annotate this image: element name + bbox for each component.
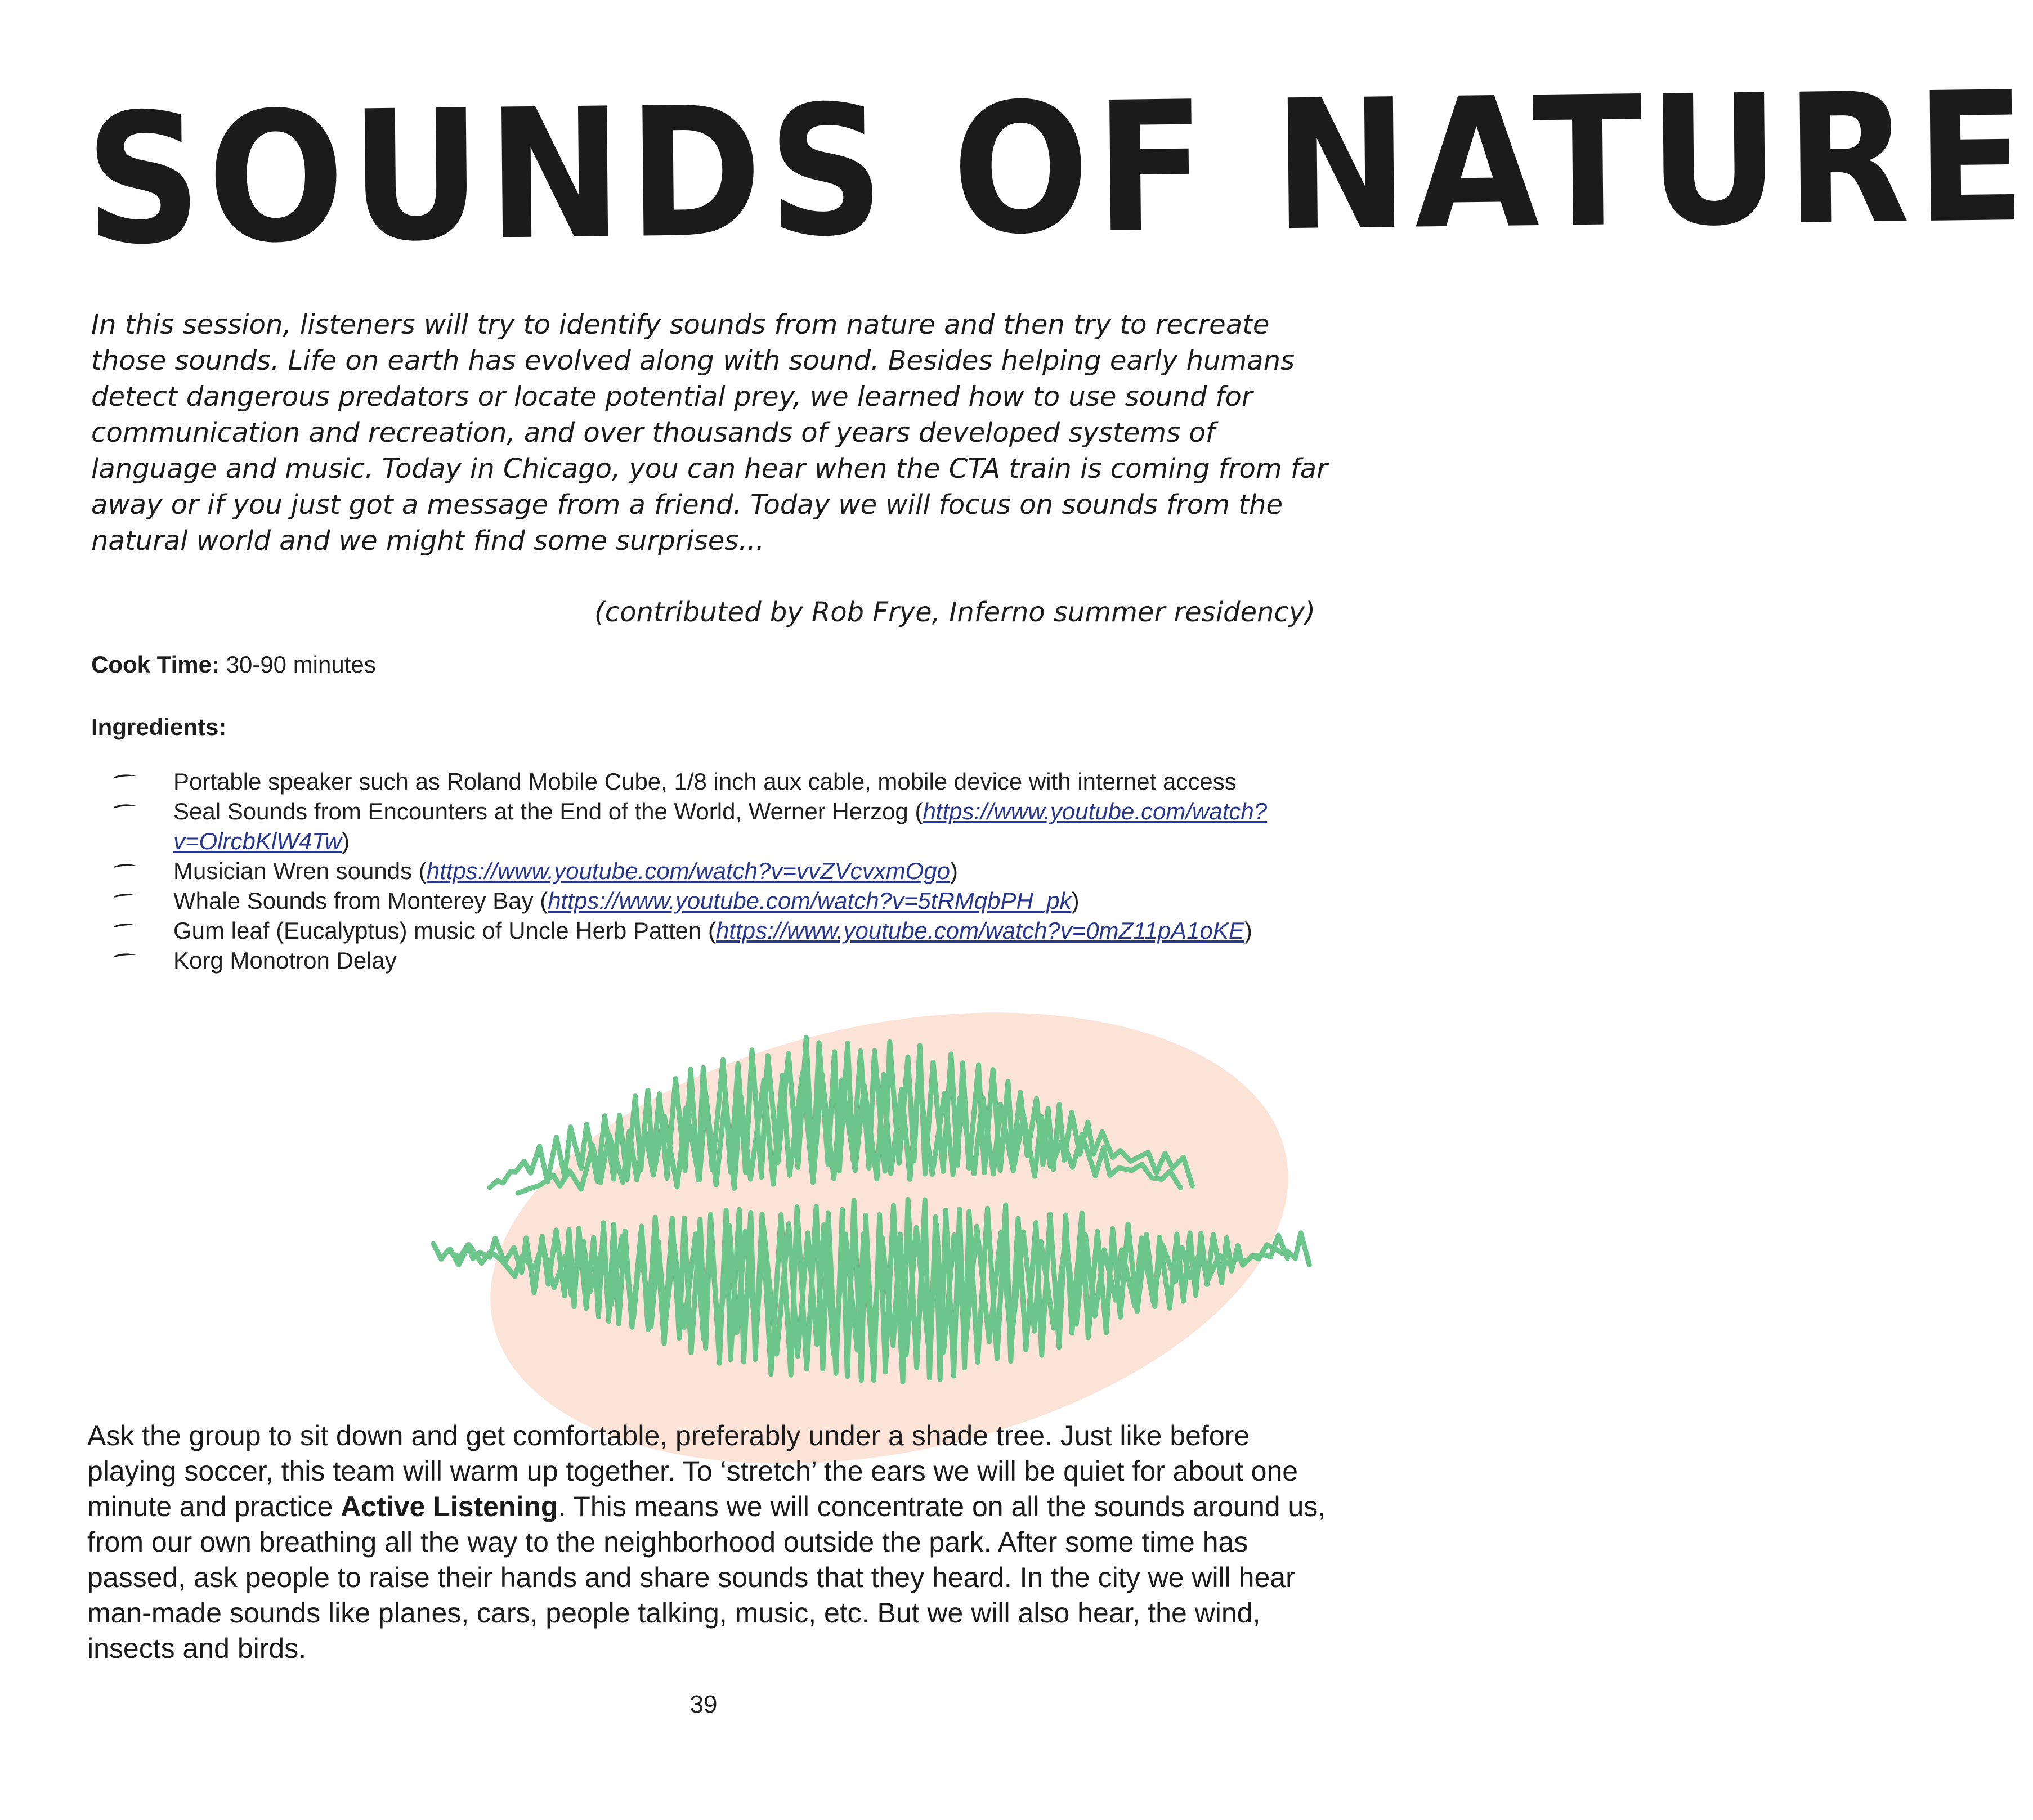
credit-line: (contributed by Rob Frye, Inferno summer residency) [594,597,1315,628]
cook-time-label: Cook Time: [91,651,220,678]
intro-paragraph: In this session, listeners will try to identify sounds from nature and then try to recreate those sounds. Life on earth has evolved along with sound. Besides helping early humans detect dangerous predators or locate potential prey, we learned how to use sound for communication and recreation, and over thousands of years developed systems of language and music. Today in Chicago, you can hear when the CTA train is coming from far away or if you just got a message from a friend. Today we will focus on sounds from the natural world and we might find some surprises... [91,309,1328,557]
cook-time-value: 30-90 minutes [226,651,376,678]
dash-bullet-icon [113,862,137,869]
dash-bullet-icon [113,891,137,899]
ingredient-item: Whale Sounds from Monterey Bay (https://www.youtube.com/watch?v=5tRMqbPH_pk) [0,886,1271,916]
ingredient-item: Gum leaf (Eucalyptus) music of Uncle Herb Patten (https://www.youtube.com/watch?v=0mZ11pA1oKE) [0,916,1271,945]
ingredient-text: Whale Sounds from Monterey Bay [173,887,534,914]
page-title: SOUNDS OF NATURE [84,53,2033,284]
body-paragraph [87,1418,1342,1666]
ingredient-item [0,945,1271,975]
ingredients-heading: Ingredients: [91,714,227,740]
ingredient-text: Portable speaker such as Roland Mobile Cube, 1/8 inch aux cable, mobile device with internet access [173,768,1237,795]
ingredient-item: Musician Wren sounds (https://www.youtube.com/watch?v=vvZVcvxmOgo) [0,856,1271,886]
leaf-scribble-illustration [428,1007,1317,1435]
cook-time [91,649,376,680]
ingredient-text: Seal Sounds from Encounters at the End of the World, Werner Herzog [173,798,908,824]
page-number: 39 [689,1691,718,1718]
dash-bullet-icon [113,802,137,810]
dash-bullet-icon [113,921,137,929]
body-text-part2: . This means we will concentrate on all the sounds around us, from our own breathing all the way to the neighborhood outside the park. After some time has passed, ask people to raise their hands and share sounds that they heard. In the city we will hear man-made sounds like planes, cars, people talking, music, etc. But we will also hear, the wind, insects and birds. [87,1491,1326,1664]
ingredient-text: Musician Wren sounds [173,858,413,884]
active-listening-term: Active Listening [341,1491,558,1522]
ingredient-text: Korg Monotron Delay [173,947,397,974]
ingredient-link[interactable]: https://www.youtube.com/watch?v=0mZ11pA1oKE [716,917,1244,944]
ingredient-link[interactable]: https://www.youtube.com/watch?v=5tRMqbPH_pk [548,887,1072,914]
dash-bullet-icon [113,951,137,959]
ingredients-list [0,766,1295,975]
ingredient-link[interactable]: https://www.youtube.com/watch?v=vvZVcvxmOgo [426,858,950,884]
ingredient-item [0,766,1271,796]
ingredient-item: Seal Sounds from Encounters at the End of the World, Werner Herzog (https://www.youtube.com/watch?v=OlrcbKlW4Tw) [0,796,1271,856]
ingredient-link[interactable]: https://www.youtube.com/watch?v=OlrcbKlW4Tw [173,798,1268,854]
ingredient-text: Gum leaf (Eucalyptus) music of Uncle Herb Patten [173,917,702,944]
dash-bullet-icon [113,772,137,780]
body-text-part1: Ask the group to sit down and get comfortable, preferably under a shade tree. Just like before playing soccer, this team will warm up together. To ‘stretch’ the ears we will be quiet for about one minute and practice [87,1420,1298,1522]
